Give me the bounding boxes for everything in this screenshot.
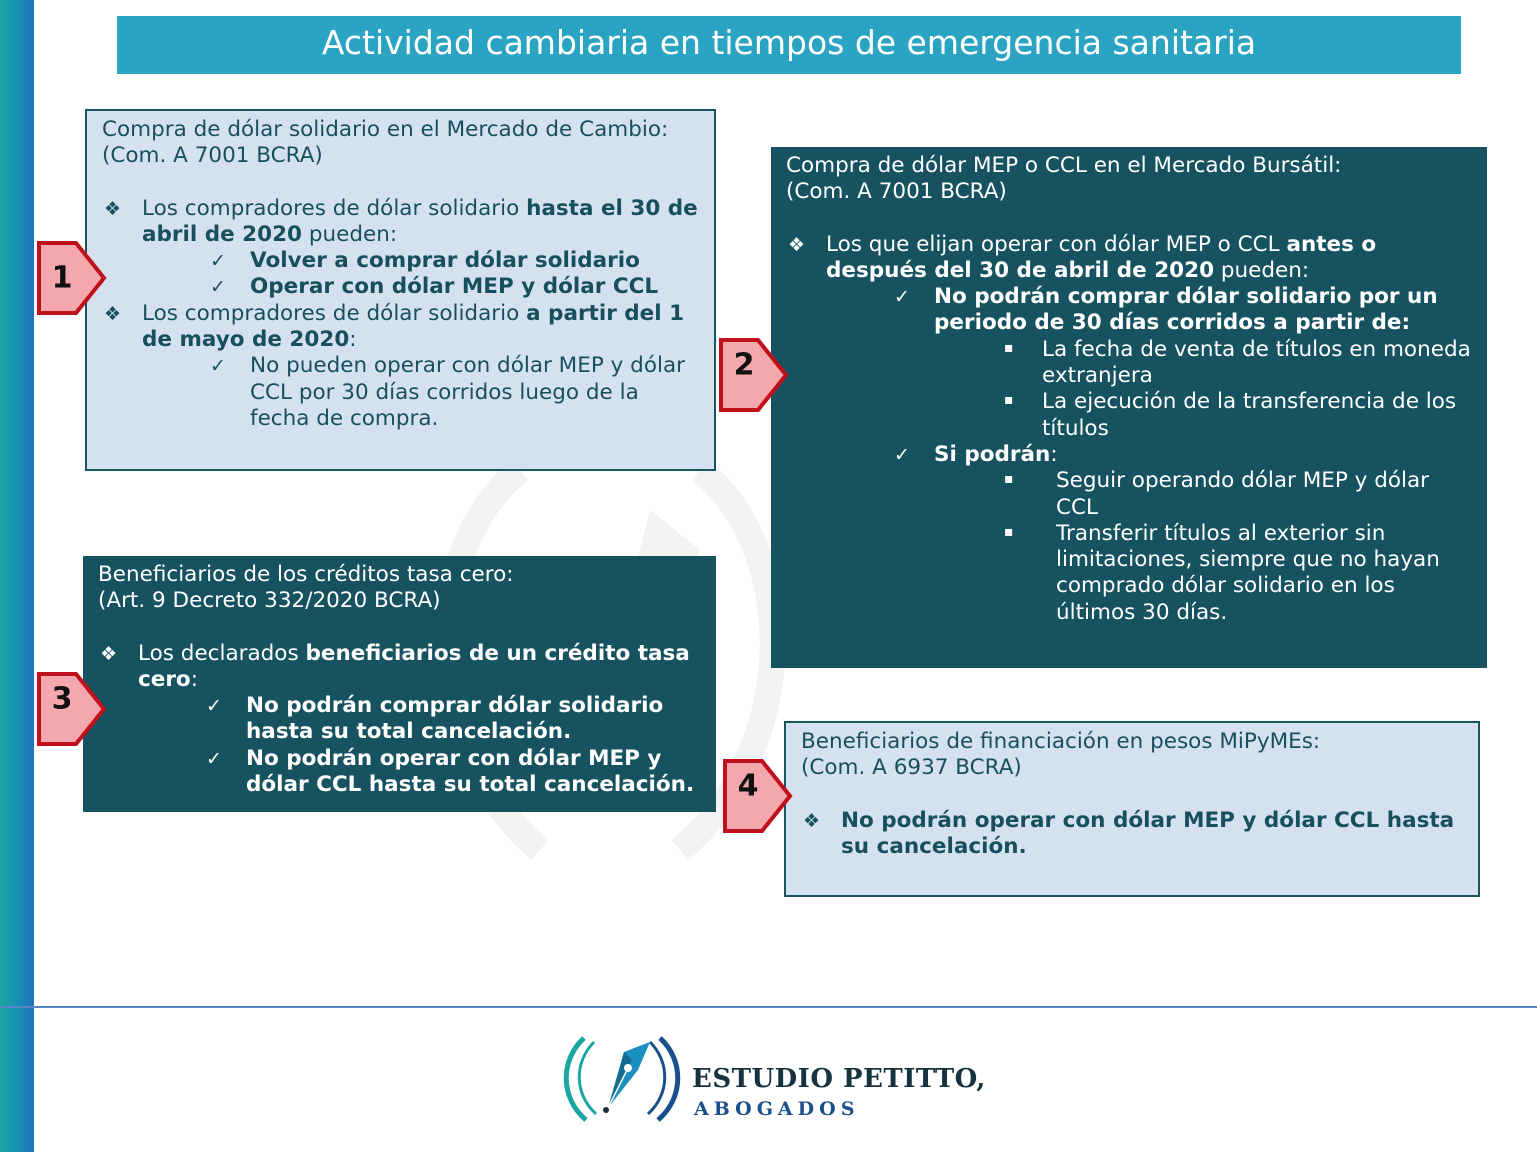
box-dolar-solidario (85, 109, 716, 471)
list-item (102, 353, 700, 432)
list-item (786, 442, 1473, 468)
footer-divider (0, 1006, 1537, 1008)
list-item (102, 196, 700, 249)
item-text: Los compradores de dólar solidario (142, 300, 527, 326)
page-title: Actividad cambiaria en tiempos de emergencia sanitaria (117, 16, 1461, 74)
badge-2-number: 2 (733, 347, 755, 383)
diamond-bullet-icon: ❖ (100, 642, 118, 665)
list-item (98, 641, 702, 694)
item-text: : (349, 327, 357, 353)
checkmark-icon: ✓ (210, 276, 226, 299)
box-creditos-tasa-cero (83, 556, 716, 812)
box-2-reference: (Com. A 7001 BCRA) (786, 179, 1007, 205)
item-bold-text: a partir del 1 de mayo de 2020 (142, 300, 685, 353)
item-bold-text: Volver a comprar dólar solidario (250, 248, 640, 274)
list-item (786, 389, 1473, 442)
list-item (786, 521, 1473, 626)
badge-2-arrow (718, 337, 790, 413)
item-text: pueden: (302, 221, 398, 247)
box-2-heading: Compra de dólar MEP o CCL en el Mercado Bursátil: (786, 153, 1342, 178)
box-financiacion-mipymes (784, 721, 1480, 897)
box-3-reference: (Art. 9 Decreto 332/2020 BCRA) (98, 588, 441, 614)
badge-4-arrow (722, 758, 794, 834)
brand-subtitle: ABOGADOS (694, 1098, 860, 1120)
list-item (786, 468, 1473, 521)
fountain-pen-logo-icon (562, 1030, 692, 1126)
box-3-heading: Beneficiarios de los créditos tasa cero: (98, 562, 514, 587)
list-item (102, 301, 700, 354)
diamond-bullet-icon: ❖ (104, 197, 122, 220)
item-text: Los que elijan operar con dólar MEP o CCL (826, 231, 1287, 257)
item-bold-text: Si podrán (934, 441, 1051, 467)
checkmark-icon: ✓ (206, 747, 222, 770)
checkmark-icon: ✓ (206, 695, 222, 718)
list-item (786, 284, 1473, 337)
square-bullet-icon: ▪ (1004, 339, 1014, 356)
badge-1-arrow (36, 240, 108, 316)
square-bullet-icon: ▪ (1004, 471, 1014, 488)
item-bold-text: beneficiarios de un crédito tasa cero (138, 640, 690, 692)
box-1-reference: (Com. A 7001 BCRA) (102, 143, 323, 169)
item-text: pueden: (1214, 257, 1310, 283)
checkmark-icon: ✓ (210, 355, 226, 378)
list-item (98, 746, 702, 799)
item-text: : (190, 666, 198, 692)
item-text: Los compradores de dólar solidario (142, 195, 527, 221)
list-item (98, 693, 702, 746)
list-item (102, 248, 700, 274)
checkmark-icon: ✓ (210, 250, 226, 273)
badge-1-number: 1 (51, 260, 73, 296)
item-bold-text: Operar con dólar MEP y dólar CCL (250, 274, 659, 300)
box-4-reference: (Com. A 6937 BCRA) (801, 755, 1022, 781)
badge-3-number: 3 (51, 681, 73, 717)
item-bold-text: No podrán comprar dólar solidario por un periodo de 30 días corridos a partir de: (934, 284, 1438, 336)
box-4-heading: Beneficiarios de financiación en pesos MiPyMEs: (801, 729, 1321, 754)
item-bold-text: No podrán comprar dólar solidario hasta su total cancelación. (246, 693, 664, 745)
list-item (102, 274, 700, 300)
item-bold-text: antes o después del 30 de abril de 2020 (826, 231, 1377, 283)
item-text: Transferir títulos al exterior sin limitaciones, siempre que no hayan comprado dólar solidario en los últimos 30 días. (1056, 520, 1440, 625)
checkmark-icon: ✓ (894, 443, 910, 466)
box-1-heading: Compra de dólar solidario en el Mercado de Cambio: (102, 117, 669, 142)
diamond-bullet-icon: ❖ (104, 302, 122, 325)
checkmark-icon: ✓ (894, 286, 910, 309)
list-item (801, 808, 1464, 861)
list-item (786, 232, 1473, 285)
item-text: No pueden operar con dólar MEP y dólar CCL por 30 días corridos luego de la fecha de compra. (250, 353, 685, 431)
item-text: La ejecución de la transferencia de los títulos (1042, 389, 1457, 441)
item-bold-text: hasta el 30 de abril de 2020 (142, 195, 698, 247)
item-bold-text: No podrán operar con dólar MEP y dólar CCL hasta su total cancelación. (246, 745, 695, 798)
list-item (786, 337, 1473, 390)
item-text: Los declarados (138, 640, 306, 666)
item-text: Seguir operando dólar MEP y dólar CCL (1056, 468, 1430, 520)
item-text: : (1050, 441, 1058, 467)
square-bullet-icon: ▪ (1004, 523, 1014, 540)
left-accent-stripe (0, 0, 34, 1152)
item-text: La fecha de venta de títulos en moneda extranjera (1042, 336, 1471, 389)
brand-name: ESTUDIO PETITTO, (692, 1064, 986, 1094)
box-dolar-mep-ccl (771, 147, 1487, 668)
badge-4-number: 4 (737, 768, 759, 804)
square-bullet-icon: ▪ (1004, 392, 1014, 409)
badge-3-arrow (36, 671, 108, 747)
item-bold-text: No podrán operar con dólar MEP y dólar CCL hasta su cancelación. (841, 807, 1455, 859)
diamond-bullet-icon: ❖ (788, 233, 806, 256)
diamond-bullet-icon: ❖ (803, 809, 821, 832)
